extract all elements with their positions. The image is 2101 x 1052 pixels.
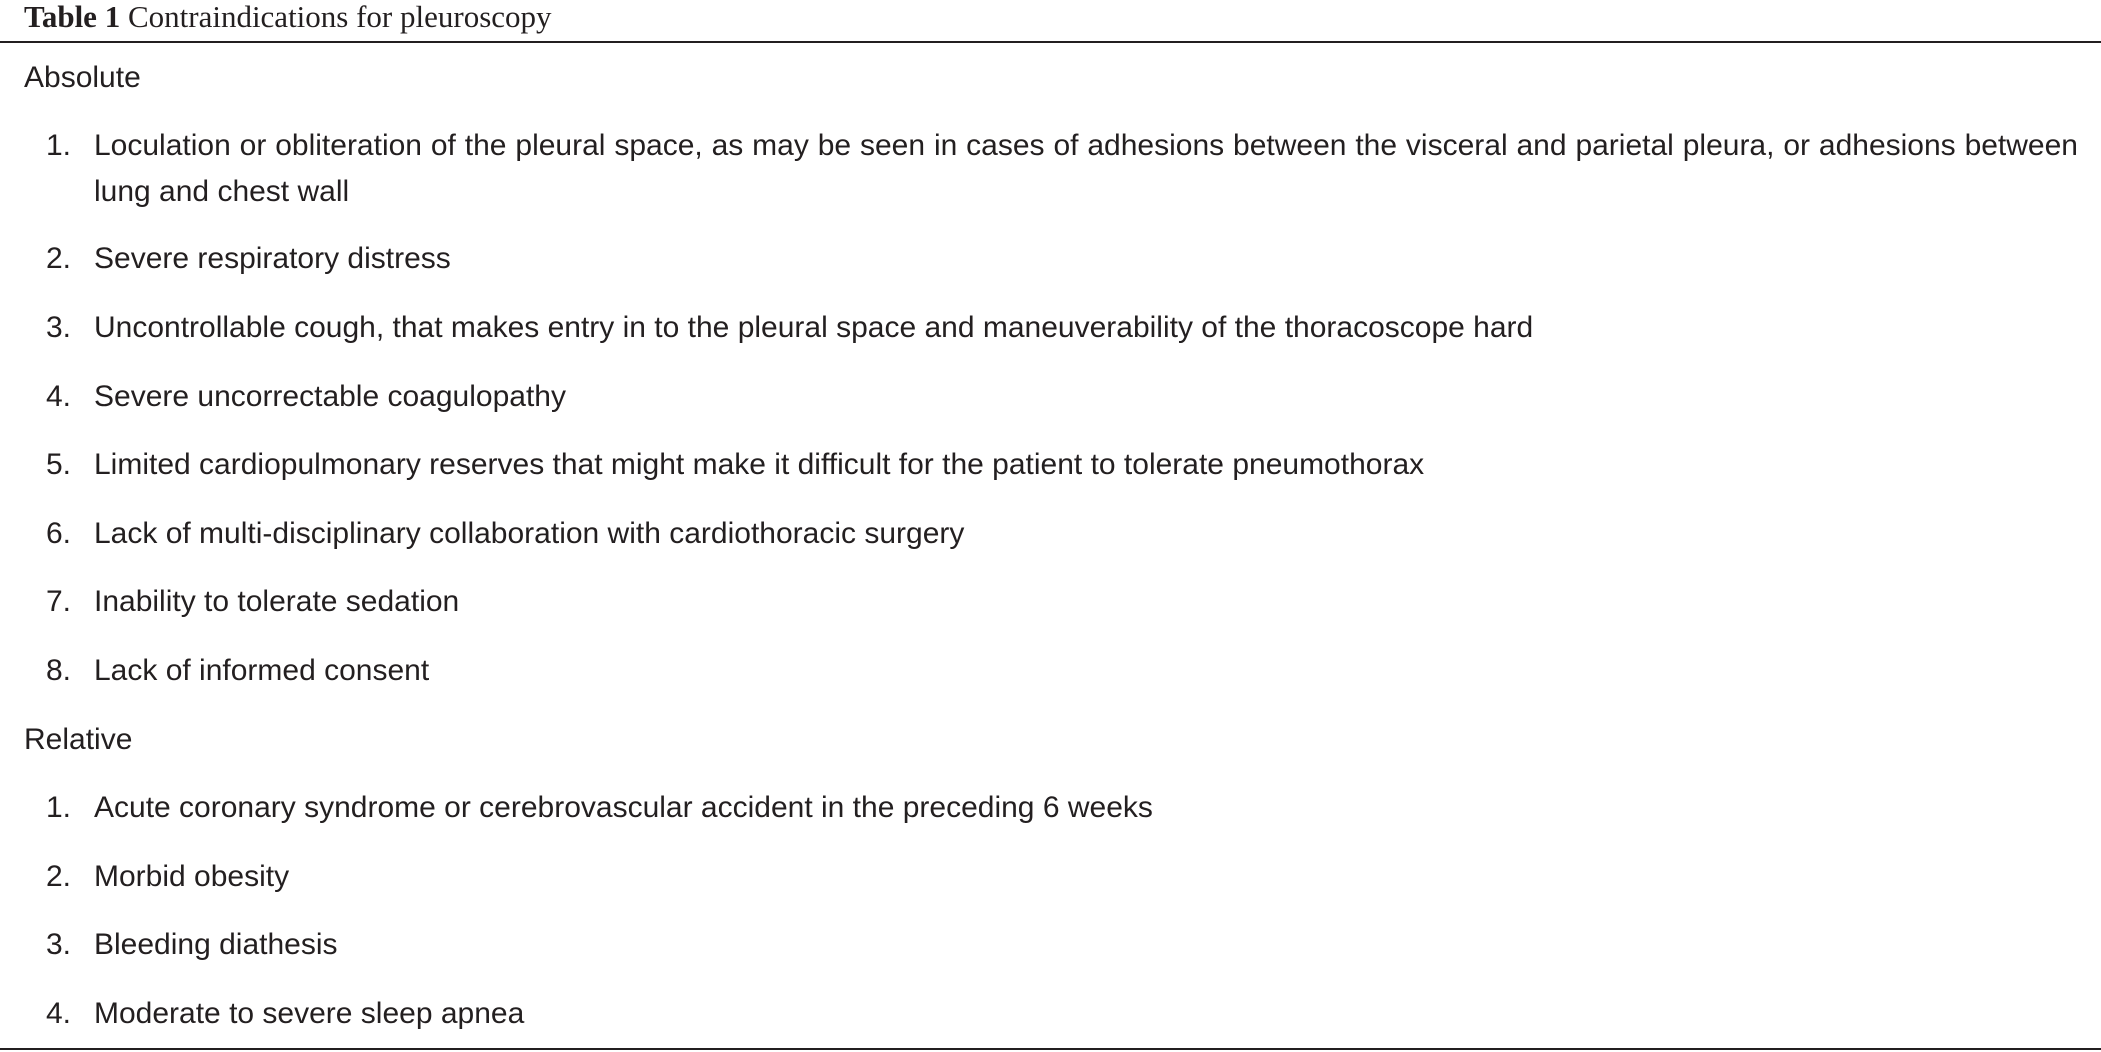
list-item-text: Lack of multi-disciplinary collaboration with cardiothoracic surgery: [94, 517, 965, 550]
table-caption-label: Table 1: [24, 0, 121, 34]
list-item-number: 3.: [46, 311, 72, 344]
list-item-text: Severe uncorrectable coagulopathy: [94, 380, 566, 413]
list-item-text: Lack of informed consent: [94, 654, 430, 687]
list-item-text: Moderate to severe sleep apnea: [94, 997, 525, 1030]
list-item-number: 4.: [46, 997, 72, 1030]
list-item-text: Morbid obesity: [94, 860, 290, 893]
list-item-number: 3.: [46, 928, 72, 961]
list-item-number: 8.: [46, 654, 72, 687]
list-item-text: Severe respiratory distress: [94, 242, 451, 275]
list-item-number: 2.: [46, 860, 72, 893]
list-item-number: 1.: [46, 791, 72, 824]
list-item-number: 1.: [46, 129, 72, 162]
list-item-number: 7.: [46, 585, 72, 618]
list-item-number: 6.: [46, 517, 72, 550]
section-title-relative: Relative: [24, 723, 133, 756]
list-item-text: Acute coronary syndrome or cerebrovascular accident in the preceding 6 weeks: [94, 791, 1153, 824]
list-item-number: 4.: [46, 380, 72, 413]
list-item-text: Loculation or obliteration of the pleural space, as may be seen in cases of adhesions between the visceral and parietal pleura, or adhesions between lung and chest wall: [94, 129, 2078, 208]
list-item-text: Bleeding diathesis: [94, 928, 338, 961]
table-top-rule: [0, 41, 2101, 43]
list-item-number: 5.: [46, 448, 72, 481]
section-title-absolute: Absolute: [24, 61, 141, 94]
table-caption: [24, 0, 552, 40]
list-item-text: Uncontrollable cough, that makes entry in to the pleural space and maneuverability of the thoracoscope hard: [94, 311, 1534, 344]
table-caption-title: Contraindications for pleuroscopy: [127, 0, 552, 34]
list-item-text: Limited cardiopulmonary reserves that might make it difficult for the patient to tolerate pneumothorax: [94, 448, 1425, 481]
list-item-text: Inability to tolerate sedation: [94, 585, 460, 618]
table-bottom-rule: [0, 1048, 2101, 1050]
list-item-number: 2.: [46, 242, 72, 275]
